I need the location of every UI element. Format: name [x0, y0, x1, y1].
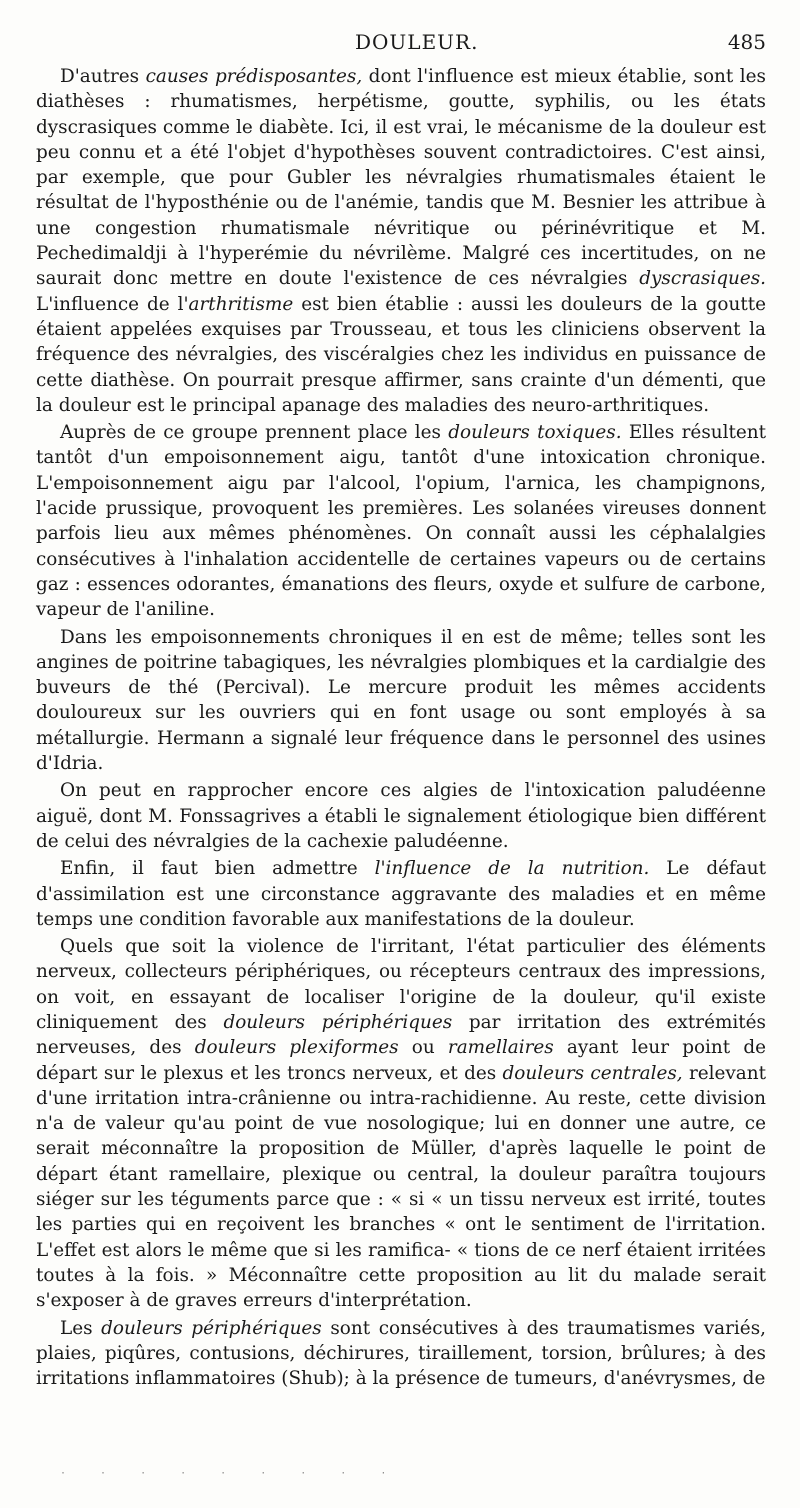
text-run: Le défaut d'assimilation est une circonstance aggravante des maladies et en même temps une condition favorable aux manifestations de la douleur. — [36, 858, 767, 930]
text-run: D'autres — [60, 66, 146, 87]
italic-run: l'influence de la nutrition. — [374, 858, 650, 880]
text-run: Les — [60, 1317, 102, 1339]
page-number: 485 — [727, 30, 766, 54]
paragraph — [36, 420, 766, 622]
text-run: Enfin, il faut bien admettre — [60, 858, 375, 880]
running-title: DOULEUR. — [355, 30, 479, 54]
text-run: ou — [398, 1037, 448, 1059]
text-run: L'influence de l' — [36, 293, 189, 315]
text-run: Dans les empoisonnements chroniques il en est de même; telles sont les angines de poitrine tabagiques, les névralgies plombiques et la cardialgie des buveurs de thé (Percival). Le mercure produit les mêmes accidents douloureux sur les ouvriers qui en font usage ou sont employés à sa métallurgie. Hermann a signalé leur fréquence dans le personnel des usines d'Idria. — [36, 626, 766, 775]
italic-run: douleurs centrales, — [502, 1062, 683, 1084]
text-run: dont l'influence est mieux établie, sont les diathèses : rhumatismes, herpétisme, goutte, syphilis, ou les états dyscrasiques comme le diabète. Ici, il est vrai, le mécanisme de la douleur est peu connu et a été l'objet d'hypothèses souvent contradictoires. C'est ainsi, par exemple, que pour Gubler les névralgies rhumatismales étaient le résultat de l'hyposthénie ou de l'anémie, tandis que M. Besnier les attribue à une congestion rhumatismale névritique ou périnévritique et M. Pechedimaldji à l'hyperémie du névrilème. Malgré ces incertitudes, on ne saurait donc mettre en doute l'existence de ces névralgies — [36, 66, 766, 290]
text-run: Auprès de ce groupe prennent place les — [60, 422, 449, 444]
paragraph — [36, 1316, 766, 1392]
text-run: Quels que soit la violence de l'irritant, l'état particulier des éléments nerveux, collecteurs périphériques, ou récepteurs centraux des impressions, on voit, en essayant de localiser l'origine de la douleur, qu'il existe cliniquement des — [36, 936, 766, 1033]
text-run: est bien établie : aussi les douleurs de la goutte étaient appelées exquises par Trousseau, et tous les cliniciens observent la fréquence des névralgies, des viscéralgies chez les individus en puissance de cette diathèse. On pourrait presque affirmer, sans crainte d'un démenti, que la douleur est le principal apanage des maladies des neuro-arthritiques. — [36, 293, 766, 416]
paragraph — [36, 934, 766, 1313]
text-run: ayant leur point de départ sur le plexus et les troncs nerveux, et des — [36, 1037, 766, 1084]
paragraph — [36, 625, 766, 777]
text-run: Elles résultent tantôt d'un empoisonnement aigu, tantôt d'une intoxication chronique. L'empoisonnement aigu par l'alcool, l'opium, l'arnica, les champignons, l'acide prussique, provoquent les premières. Les solanées vireuses donnent parfois lieu aux mêmes phénomènes. On connaît aussi les céphalalgies consécutives à l'inhalation accidentelle de certaines vapeurs ou de certains gaz : essences odorantes, émanations des fleurs, oxyde et sulfure de carbone, vapeur de l'aniline. — [36, 422, 766, 621]
paragraph — [36, 856, 766, 932]
paragraph — [36, 64, 766, 418]
body-text — [36, 64, 766, 1391]
italic-run: douleurs toxiques. — [448, 422, 622, 444]
print-specks: · · · · · · · · · — [60, 1468, 401, 1479]
text-run: relevant d'une irritation intra-crânienne ou intra-rachidienne. Au reste, cette division n'a de valeur qu'au point de vue nosologique; lui en donner une autre, ce serait méconnaître la proposition de Müller, d'après laquelle le point de départ étant ramellaire, plexique ou central, la douleur paraîtra toujours siéger sur les téguments parce que : « si « un tissu nerveux est irrité, toutes les parties qui en reçoivent les branches « ont le sentiment de l'irritation. L'effet est alors le même que si les ramifica- « tions de ce nerf étaient irritées toutes à la fois. » Méconnaître cette proposition au lit du malade serait s'exposer à de graves erreurs d'interprétation. — [36, 1062, 766, 1312]
italic-run: ramellaires — [447, 1037, 554, 1059]
italic-run: douleurs périphériques — [101, 1317, 322, 1339]
text-run: On peut en rapprocher encore ces algies de l'intoxication paludéenne aiguë, dont M. Fonssagrives a établi le signalement étiologique bien différent de celui des névralgies de la cachexie paludéenne. — [36, 780, 766, 852]
text-run: par irritation des extrémités nerveuses, des — [36, 1011, 766, 1059]
italic-run: arthritisme — [188, 293, 294, 315]
italic-run: causes prédisposantes, — [145, 66, 363, 87]
page-header — [0, 26, 800, 56]
italic-run: douleurs périphériques — [223, 1011, 453, 1033]
paragraph — [36, 778, 766, 854]
text-run: sont consécutives à des traumatismes variés, plaies, piqûres, contusions, déchirures, tiraillement, torsion, brûlures; à des irritations inflammatoires (Shub); à la présence de tumeurs, d'anévrysmes, de — [36, 1317, 766, 1390]
italic-run: dyscrasiques. — [639, 268, 766, 290]
italic-run: douleurs plexiformes — [194, 1037, 399, 1059]
